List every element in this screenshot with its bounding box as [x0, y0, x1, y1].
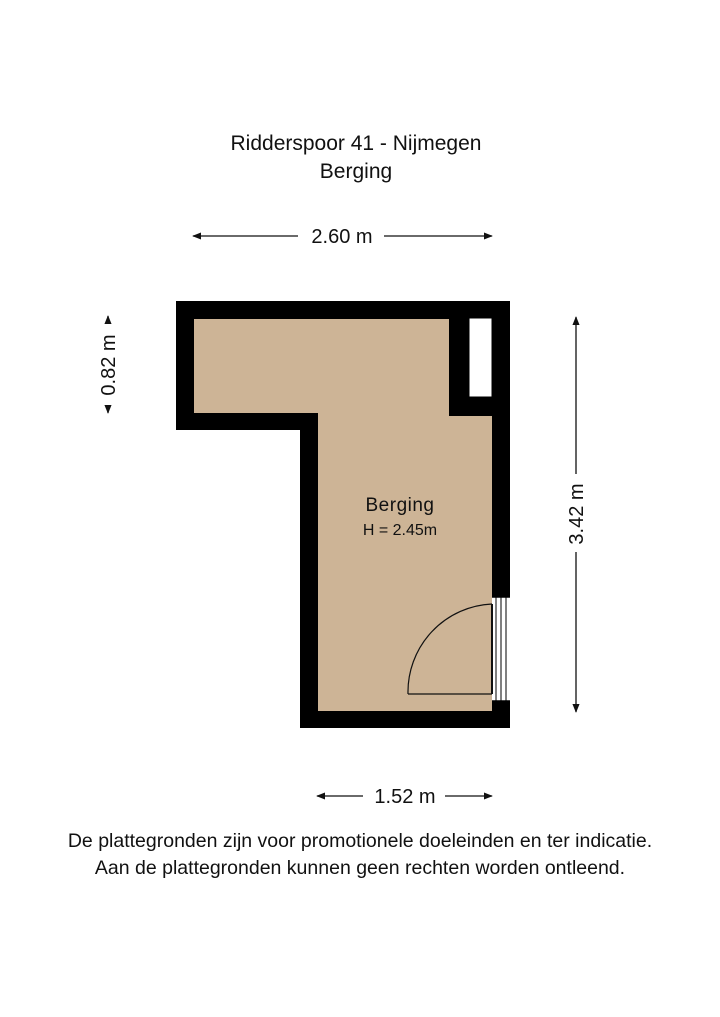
- disclaimer-line-1: De plattegronden zijn voor promotionele doeleinden en ter indicatie.: [67, 830, 653, 852]
- room-height-label: H = 2.45m: [362, 522, 438, 539]
- room-name-label: Berging: [365, 495, 435, 516]
- dimension-bottom-label: 1.52 m: [374, 786, 436, 808]
- disclaimer-line-2: Aan de plattegronden kunnen geen rechten worden ontleend.: [94, 857, 626, 879]
- dimension-left-label: 0.82 m: [98, 334, 120, 396]
- floor-area: [194, 319, 492, 711]
- dimension-right: [566, 317, 588, 712]
- dimension-top-label: 2.60 m: [311, 226, 373, 248]
- dimension-left: [98, 316, 120, 413]
- dimension-top: [193, 226, 492, 248]
- dimension-right-label: 3.42 m: [566, 483, 588, 545]
- dimension-bottom: [317, 786, 492, 808]
- plan-floor-title: Berging: [319, 160, 393, 183]
- plan-address-title: Ridderspoor 41 - Nijmegen: [230, 132, 482, 155]
- wall-niche: [469, 318, 492, 397]
